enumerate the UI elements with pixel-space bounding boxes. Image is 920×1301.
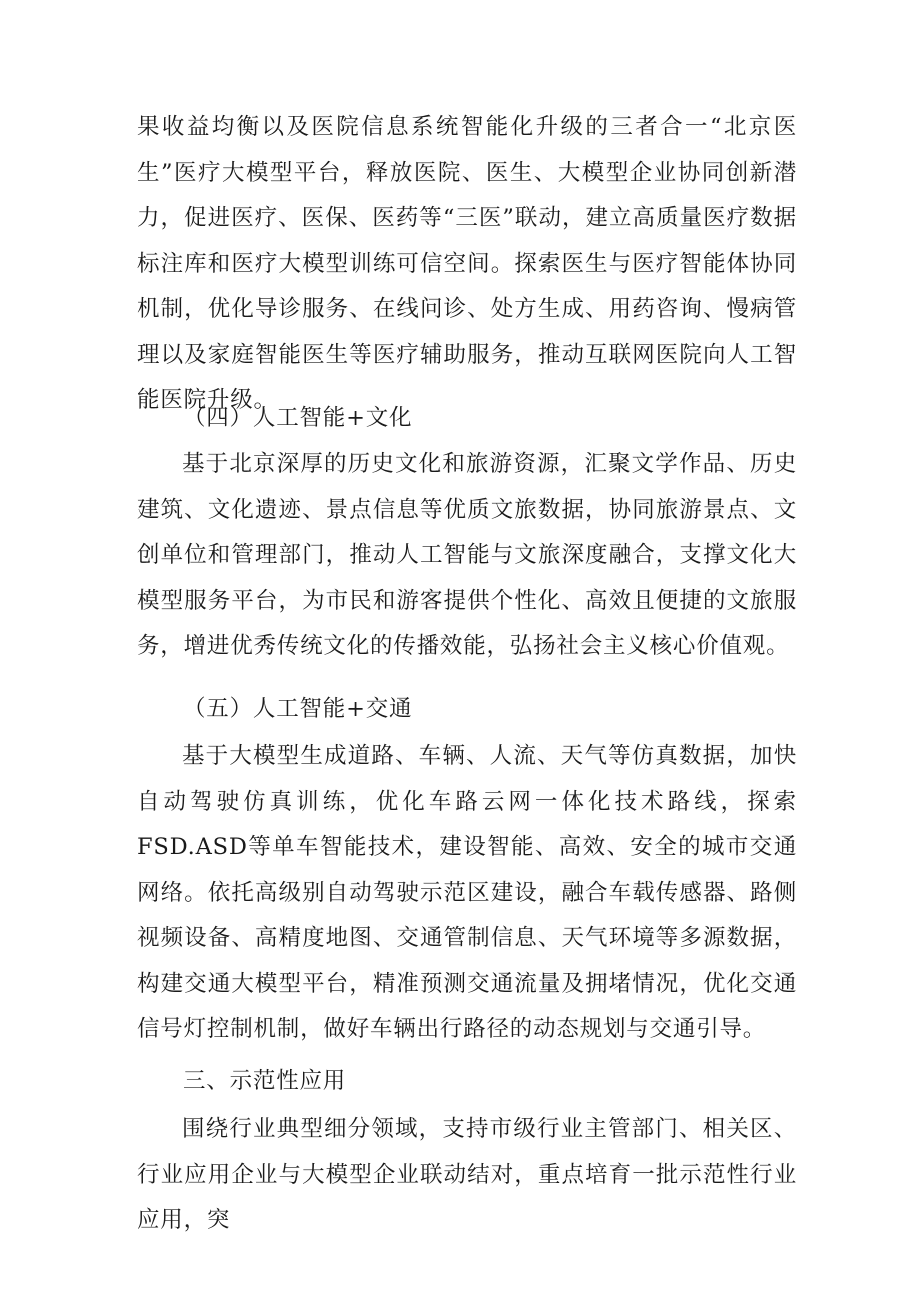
- paragraph-ai-transport: 基于大模型生成道路、车辆、人流、天气等仿真数据，加快自动驾驶仿真训练，优化车路云网一体化技术路线，探索FSD.ASD等单车智能技术，建设智能、高效、安全的城市交通网络。依托高级别自动驾驶示范区建设，融合车载传感器、路侧视频设备、高精度地图、交通管制信息、天气环境等多源数据，构建交通大模型平台，精准预测交通流量及拥堵情况，优化交通信号灯控制机制，做好车辆出行路径的动态规划与交通引导。: [137, 743, 797, 1042]
- section-heading-ai-culture: （四）人工智能+文化: [183, 405, 413, 431]
- paragraph-demonstration-applications: 围绕行业典型细分领域，支持市级行业主管部门、相关区、行业应用企业与大模型企业联动结对，重点培育一批示范性行业应用，突: [137, 1116, 797, 1233]
- section-heading-ai-transport: （五）人工智能+交通: [183, 696, 413, 722]
- paragraph-healthcare-continued: 果收益均衡以及医院信息系统智能化升级的三者合一“北京医生”医疗大模型平台，释放医院、医生、大模型企业协同创新潜力，促进医疗、医保、医药等“三医”联动，建立高质量医疗数据标注库和医疗大模型训练可信空间。探索医生与医疗智能体协同机制，优化导诊服务、在线问诊、处方生成、用药咨询、慢病管理以及家庭智能医生等医疗辅助服务，推动互联网医院向人工智能医院升级。: [137, 114, 797, 413]
- paragraph-ai-culture: 基于北京深厚的历史文化和旅游资源，汇聚文学作品、历史建筑、文化遗迹、景点信息等优质文旅数据，协同旅游景点、文创单位和管理部门，推动人工智能与文旅深度融合，支撑文化大模型服务平台，为市民和游客提供个性化、高效且便捷的文旅服务，增进优秀传统文化的传播效能，弘扬社会主义核心价值观。: [137, 451, 797, 659]
- chapter-heading-demonstration-applications: 三、示范性应用: [183, 1068, 347, 1094]
